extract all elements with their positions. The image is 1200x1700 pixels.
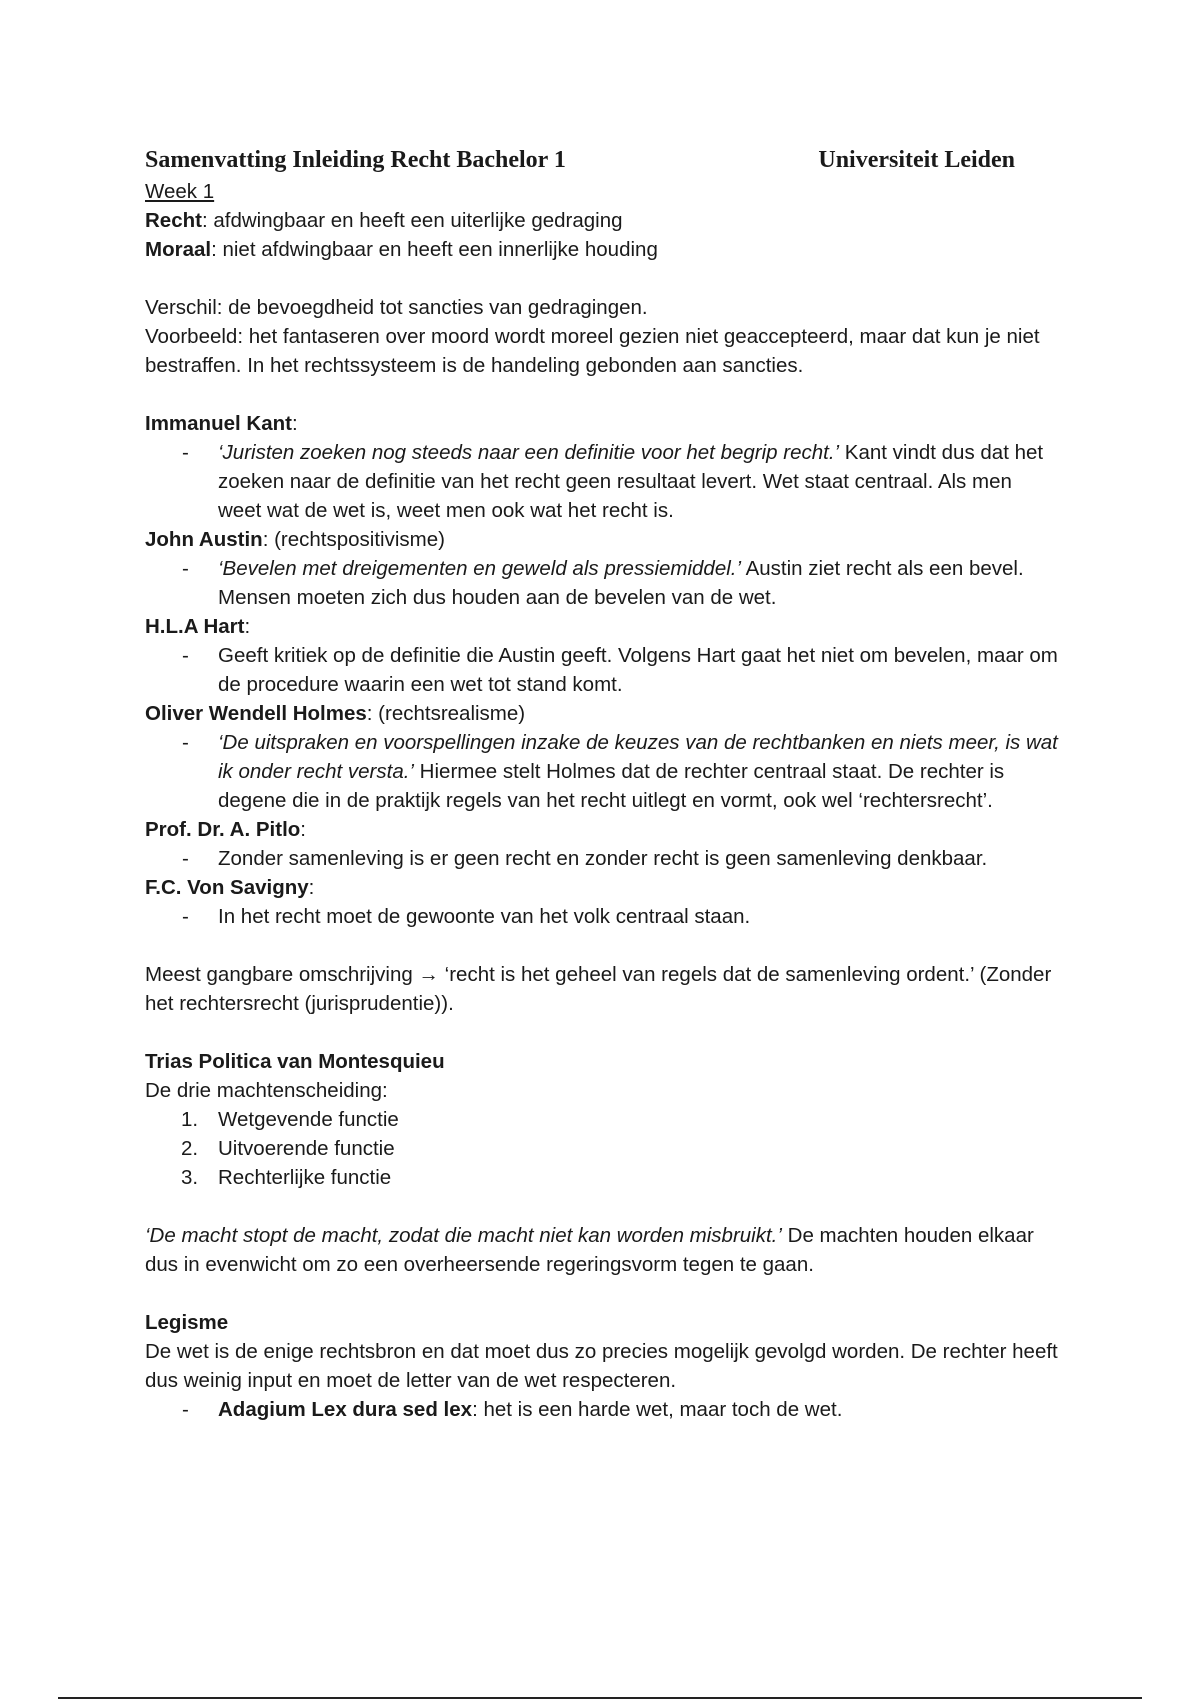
document-header xyxy=(145,143,1060,177)
trias-list xyxy=(145,1105,1060,1192)
thinker-austin-heading: John Austin: (rechtspositivisme) xyxy=(145,528,445,551)
definition-moraal: Moraal: niet afdwingbaar en heeft een innerlijke houding xyxy=(145,238,658,261)
legisme-heading: Legisme xyxy=(145,1311,229,1334)
thinker-hart-heading: H.L.A Hart: xyxy=(145,615,251,638)
voorbeeld-paragraph: Voorbeeld: het fantaseren over moord wordt moreel gezien niet geaccepteerd, maar dat kun je niet bestraffen. In het rechtssysteem is de handeling gebonden aan sancties. xyxy=(145,325,1040,377)
thinker-savigny-heading: F.C. Von Savigny: xyxy=(145,876,315,899)
trias-quote-paragraph: ‘De macht stopt de macht, zodat die macht niet kan worden misbruikt.’ De machten houden elkaar dus in evenwicht om zo een overheersende regeringsvorm tegen te gaan. xyxy=(145,1224,1034,1276)
legisme-paragraph: De wet is de enige rechtsbron en dat moet dus zo precies mogelijk gevolgd worden. De rechter heeft dus weinig input en moet de letter van de wet respecteren. xyxy=(145,1340,1058,1392)
thinker-pitlo-heading: Prof. Dr. A. Pitlo: xyxy=(145,818,306,841)
list-item: - ‘De uitspraken en voorspellingen inzake de keuzes van de rechtbanken en niets meer, is wat ik onder recht versta.’ Hiermee stelt Holmes dat de rechter centraal staat. De rechter is degene die in de praktijk regels van het recht uitlegt en vormt, ook wel ‘rechtersrecht’. xyxy=(182,731,1058,812)
trias-intro: De drie machtenscheiding: xyxy=(145,1079,388,1102)
document-title: Samenvatting Inleiding Recht Bachelor 1 xyxy=(145,147,566,173)
footer-divider xyxy=(58,1697,1142,1699)
list-item: - Adagium Lex dura sed lex: het is een harde wet, maar toch de wet. xyxy=(182,1398,843,1421)
legisme-list xyxy=(145,1395,1060,1424)
thinker-kant-heading: Immanuel Kant: xyxy=(145,412,298,435)
list-item: 1. Wetgevende functie xyxy=(181,1108,399,1131)
omschrijving-paragraph: Meest gangbare omschrijving → ‘recht is het geheel van regels dat de samenleving ordent.’ (Zonder het rechtersrecht (jurisprudentie)). xyxy=(145,963,1052,1015)
thinker-savigny-list xyxy=(145,902,1060,931)
list-item: - ‘Bevelen met dreigementen en geweld als pressiemiddel.’ Austin ziet recht als een bevel. Mensen moeten zich dus houden aan de bevelen van de wet. xyxy=(182,557,1024,609)
list-item: 3. Rechterlijke functie xyxy=(181,1166,392,1189)
definition-recht: Recht: afdwingbaar en heeft een uiterlijke gedraging xyxy=(145,209,623,232)
thinker-kant-list xyxy=(145,438,1060,525)
thinker-holmes-heading: Oliver Wendell Holmes: (rechtsrealisme) xyxy=(145,702,526,725)
university-name: Universiteit Leiden xyxy=(818,147,1015,173)
list-item: - Geeft kritiek op de definitie die Austin geeft. Volgens Hart gaat het niet om bevelen, maar om de procedure waarin een wet tot stand komt. xyxy=(182,644,1058,696)
list-item: 2. Uitvoerende functie xyxy=(181,1137,395,1160)
list-item: - In het recht moet de gewoonte van het volk centraal staan. xyxy=(182,905,751,928)
thinker-austin-list xyxy=(145,554,1060,612)
list-item: - ‘Juristen zoeken nog steeds naar een definitie voor het begrip recht.’ Kant vindt dus dat het zoeken naar de definitie van het recht geen resultaat levert. Wet staat centraal. Als men weet wat de wet is, weet men ook wat het recht is. xyxy=(182,441,1044,522)
week-label: Week 1 xyxy=(145,180,215,203)
document-page xyxy=(145,143,1060,1424)
thinker-pitlo-list xyxy=(145,844,1060,873)
trias-heading: Trias Politica van Montesquieu xyxy=(145,1050,445,1073)
list-item: - Zonder samenleving is er geen recht en zonder recht is geen samenleving denkbaar. xyxy=(182,847,988,870)
thinker-hart-list xyxy=(145,641,1060,699)
thinker-holmes-list xyxy=(145,728,1060,815)
verschil-paragraph: Verschil: de bevoegdheid tot sancties van gedragingen. xyxy=(145,296,648,319)
